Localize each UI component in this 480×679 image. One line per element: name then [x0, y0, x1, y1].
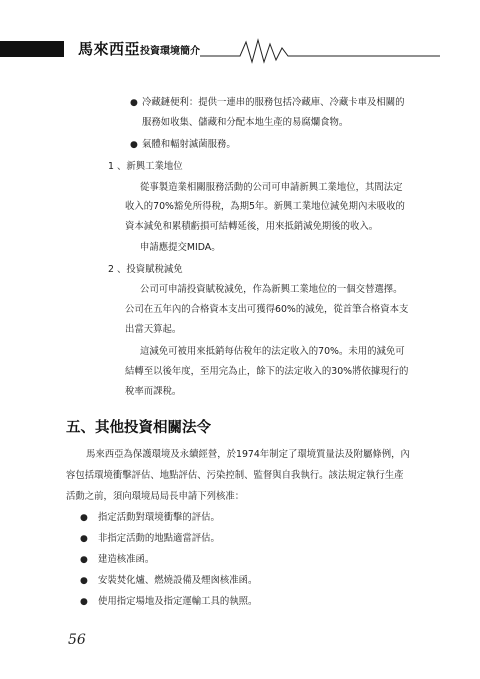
item-heading: 1 、新興工業地位 [108, 161, 183, 172]
bullet-icon: ● [80, 597, 88, 607]
item-line: 申請應提交MIDA。 [140, 242, 221, 253]
bullet-text: 非指定活動的地點適當評估。 [98, 533, 220, 544]
bullet-text: 服務如收集、儲藏和分配本地生產的易腐爛食物。 [142, 117, 349, 128]
item-line: 收入的70%豁免所得稅，為期5年。新興工業地位減免期內未吸收的 [125, 201, 405, 212]
item-line: 從事製造業相關服務活動的公司可申請新興工業地位，其間法定 [140, 182, 403, 193]
item-line: 這減免可被用來抵銷每估稅年的法定收入的70%。未用的減免可 [140, 346, 405, 357]
paragraph-line: 活動之前，須向環境局局長申請下列核准： [66, 491, 245, 502]
header-title [78, 38, 200, 59]
bullet-icon: ● [80, 513, 88, 523]
heartbeat-line-icon [200, 36, 440, 66]
bullet-icon: ● [80, 534, 88, 544]
page-number: 56 [68, 632, 86, 648]
section-heading: 五、其他投資相關法令 [66, 419, 211, 436]
bullet-text: 建造核准函。 [98, 554, 155, 565]
header-title-main: 馬來西亞 [78, 40, 141, 58]
header-title-sub: 投資環境簡介 [140, 46, 201, 57]
bullet-icon: ● [80, 555, 88, 565]
bullet-text: 指定活動對環境衝擊的評估。 [98, 512, 220, 523]
bullet-text: 冷藏鏈便利：提供一連串的服務包括冷藏庫、冷藏卡車及相關的 [142, 97, 405, 108]
bullet-icon: ● [130, 98, 138, 108]
bullet-icon: ● [80, 576, 88, 586]
header-black-bar [0, 41, 64, 57]
page-header [0, 0, 480, 70]
paragraph-line: 容包括環境衝擊評估、地點評估、污染控制、監督與自我執行。該法規定執行生產 [66, 470, 404, 481]
item-heading: 2 、投資賦稅減免 [108, 264, 183, 275]
bullet-text: 安裝焚化爐、燃燒設備及煙囪核准函。 [98, 575, 258, 586]
bullet-icon: ● [130, 140, 138, 150]
bullet-text: 使用指定場地及指定運輸工具的執照。 [98, 596, 258, 607]
item-line: 出當天算起。 [125, 324, 182, 335]
paragraph-line: 馬來西亞為保護環境及永續經營，於1974年制定了環境質量法及附屬條例，內 [86, 449, 410, 460]
item-line: 稅率而課稅。 [125, 386, 182, 397]
bullet-text: 氣體和輻射滅菌服務。 [142, 139, 236, 150]
item-line: 結轉至以後年度，至用完為止，餘下的法定收入的30%將依據現行的 [125, 366, 409, 377]
item-line: 公司可申請投資賦稅減免，作為新興工業地位的一個交替選擇。 [140, 284, 403, 295]
item-line: 公司在五年內的合格資本支出可獲得60%的減免，從首筆合格資本支 [125, 304, 409, 315]
item-line: 資本減免和累積虧損可結轉延後，用來抵銷減免期後的收入。 [125, 221, 379, 232]
